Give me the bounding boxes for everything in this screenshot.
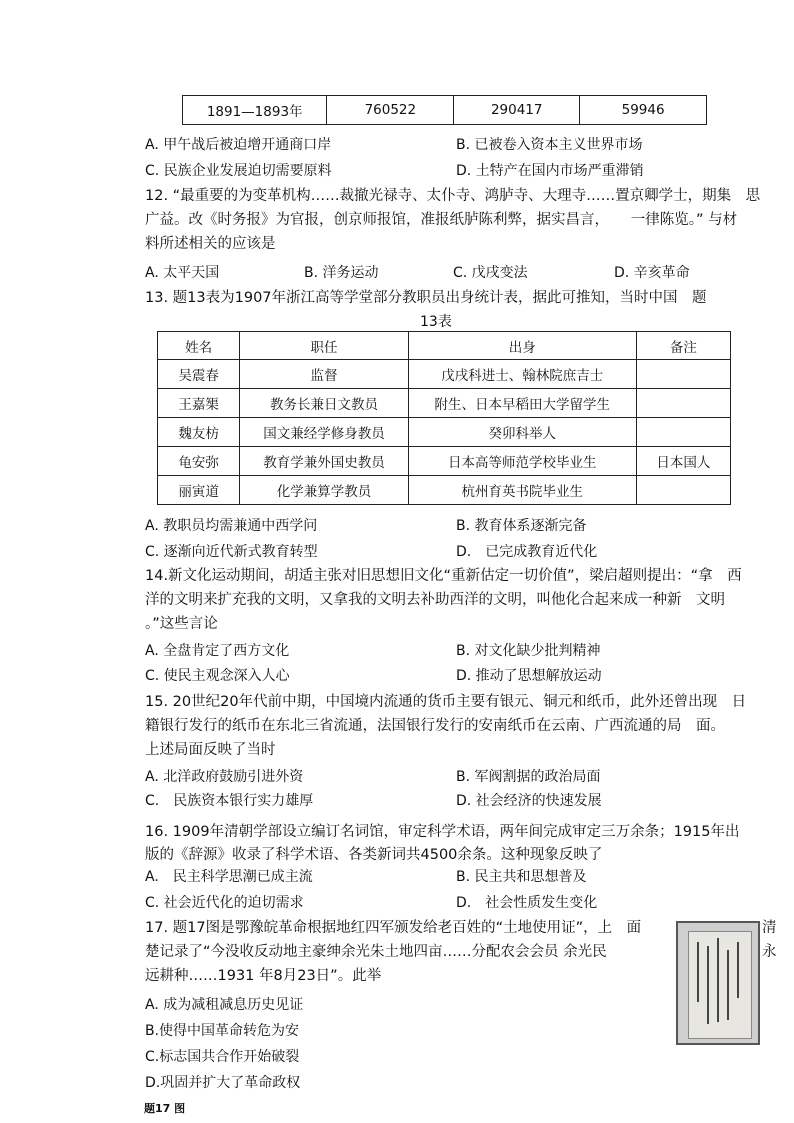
table-cell — [636, 418, 730, 447]
table-row — [158, 389, 731, 418]
q15-option-d[interactable]: D. 社会经济的快速发展 — [456, 793, 602, 809]
certificate-paper — [688, 931, 752, 1039]
q12-stem-line-3: 料所述相关的应该是 — [145, 236, 276, 252]
q13-option-b[interactable]: B. 教育体系逐渐完备 — [456, 518, 587, 534]
table-cell: 龟安弥 — [158, 447, 240, 476]
table-cell: 戊戌科进士、翰林院庶吉士 — [408, 360, 636, 389]
table-cell: 国文兼经学修身教员 — [240, 418, 408, 447]
q16-stem-line-1: 16. 1909年清朝学部设立编订名词馆，审定科学术语，两年间完成审定三万余条；1915年出 — [145, 824, 740, 840]
q16-option-d[interactable]: D. 社会性质发生变化 — [456, 895, 598, 911]
land-certificate-photo — [676, 921, 760, 1045]
q14-stem-line-3: 。”这些言论 — [145, 616, 218, 632]
q15-option-b[interactable]: B. 军阀割据的政治局面 — [456, 769, 601, 785]
table-row — [158, 476, 731, 505]
q11-option-c[interactable]: C. 民族企业发展迫切需要原料 — [145, 163, 332, 179]
table-row — [158, 447, 731, 476]
q16-stem-line-2: 版的《辞源》收录了科学术语、各类新词共4500余条。这种现象反映了 — [145, 847, 603, 863]
table-cell: 日本国人 — [636, 447, 730, 476]
q13-table-caption: 13表 — [420, 314, 452, 330]
q12-option-b[interactable]: B. 洋务运动 — [304, 265, 379, 281]
q17-option-b[interactable]: B.使得中国革命转危为安 — [145, 1023, 300, 1039]
q14-option-c[interactable]: C. 使民主观念深入人心 — [145, 668, 290, 684]
table-cell: 监督 — [240, 360, 408, 389]
table-cell: 化学兼算学教员 — [240, 476, 408, 505]
table-cell: 癸卯科举人 — [408, 418, 636, 447]
q12-option-a[interactable]: A. 太平天国 — [145, 265, 220, 281]
q14-stem-line-2: 洋的文明来扩充我的文明，又拿我的文明去补助西洋的文明，叫他化合起来成一种新 文明 — [145, 592, 725, 608]
table-cell: 杭州育英书院毕业生 — [408, 476, 636, 505]
table-cell: 59946 — [580, 96, 707, 125]
table-header-cell: 姓名 — [158, 332, 240, 360]
table-cell — [636, 389, 730, 418]
table-header-row — [158, 332, 731, 360]
q17-stem-line-2: 楚记录了“今没收反动地主豪绅余光朱土地四亩……分配农会会员 余光民 — [145, 944, 607, 960]
table-header-cell: 出身 — [408, 332, 636, 360]
q15-option-a[interactable]: A. 北洋政府鼓励引进外资 — [145, 769, 304, 785]
table-cell: 王嘉榘 — [158, 389, 240, 418]
q13-stem-line-1: 13. 题13表为1907年浙江高等学堂部分教职员出身统计表，据此可推知，当时中国 题 — [145, 290, 707, 306]
table-cell: 附生、日本早稻田大学留学生 — [408, 389, 636, 418]
handwriting-mark — [707, 946, 709, 1024]
handwriting-mark — [737, 942, 739, 998]
top-data-table — [182, 95, 707, 125]
q14-option-a[interactable]: A. 全盘肯定了西方文化 — [145, 643, 290, 659]
handwriting-mark — [717, 938, 719, 1022]
handwriting-mark — [697, 942, 699, 1002]
q13-option-c[interactable]: C. 逐渐向近代新式教育转型 — [145, 544, 318, 560]
table-cell: 魏友枋 — [158, 418, 240, 447]
q17-option-c[interactable]: C.标志国共合作开始破裂 — [145, 1049, 300, 1065]
table-cell — [636, 476, 730, 505]
q11-option-d[interactable]: D. 土特产在国内市场严重滞销 — [456, 163, 644, 179]
q12-option-d[interactable]: D. 辛亥革命 — [614, 265, 690, 281]
q17-option-d[interactable]: D.巩固并扩大了革命政权 — [145, 1075, 301, 1091]
q15-option-c[interactable]: C. 民族资本银行实力雄厚 — [145, 793, 314, 809]
q15-stem-line-2: 籍银行发行的纸币在东北三省流通，法国银行发行的安南纸币在云南、广西流通的局 面。 — [145, 718, 725, 734]
handwriting-mark — [727, 950, 729, 1020]
q17-stem-line-1: 17. 题17图是鄂豫皖革命根据地红四军颁发给老百姓的“土地使用证”，上 面 — [145, 920, 642, 936]
table-header-cell: 备注 — [636, 332, 730, 360]
table-cell: 日本高等师范学校毕业生 — [408, 447, 636, 476]
q13-table — [157, 331, 731, 505]
q16-option-b[interactable]: B. 民主共和思想普及 — [456, 869, 587, 885]
table-cell: 1891—1893年 — [183, 96, 327, 125]
q17-stem-fragment-2: 永 — [762, 944, 777, 960]
table-cell: 290417 — [454, 96, 580, 125]
table-cell: 760522 — [327, 96, 454, 125]
table-row — [158, 360, 731, 389]
table-cell: 吴震春 — [158, 360, 240, 389]
q15-stem-line-3: 上述局面反映了当时 — [145, 742, 276, 758]
q17-stem-fragment-1: 清 — [762, 920, 777, 936]
q14-option-b[interactable]: B. 对文化缺少批判精神 — [456, 643, 601, 659]
q12-stem-line-1: 12. “最重要的为变革机构……裁撤光禄寺、太仆寺、鸿胪寺、大理寺……置京卿学士，期集 思 — [145, 188, 761, 204]
table-cell: 教育学兼外国史教员 — [240, 447, 408, 476]
q13-option-d[interactable]: D. 已完成教育近代化 — [456, 544, 598, 560]
q15-stem-line-1: 15. 20世纪20年代前中期，中国境内流通的货币主要有银元、铜元和纸币，此外还曾出现 日 — [145, 694, 747, 710]
q12-option-c[interactable]: C. 戊戌变法 — [453, 265, 528, 281]
table-row — [158, 418, 731, 447]
q16-option-a[interactable]: A. 民主科学思潮已成主流 — [145, 869, 313, 885]
table-cell — [636, 360, 730, 389]
q11-option-a[interactable]: A. 甲午战后被迫增开通商口岸 — [145, 137, 332, 153]
q14-stem-line-1: 14.新文化运动期间，胡适主张对旧思想旧文化“重新估定一切价值”，梁启超则提出：“拿 西 — [145, 568, 742, 584]
table-header-cell: 职任 — [240, 332, 408, 360]
q14-option-d[interactable]: D. 推动了思想解放运动 — [456, 668, 602, 684]
q11-option-b[interactable]: B. 已被卷入资本主义世界市场 — [456, 137, 643, 153]
q17-stem-line-3: 远耕种……1931 年8月23日”。此举 — [145, 968, 382, 984]
figure-caption: 题17 图 — [144, 1102, 186, 1115]
q13-option-a[interactable]: A. 教职员均需兼通中西学问 — [145, 518, 318, 534]
table-cell: 丽寅道 — [158, 476, 240, 505]
q12-stem-line-2: 广益。改《时务报》为官报，创京师报馆，准报纸胪陈利弊，据实昌言， 一律陈览。” 与材 — [145, 212, 738, 228]
q16-option-c[interactable]: C. 社会近代化的迫切需求 — [145, 895, 304, 911]
table-cell: 教务长兼日文教员 — [240, 389, 408, 418]
table-row — [183, 96, 707, 125]
q17-option-a[interactable]: A. 成为减租减息历史见证 — [145, 997, 304, 1013]
